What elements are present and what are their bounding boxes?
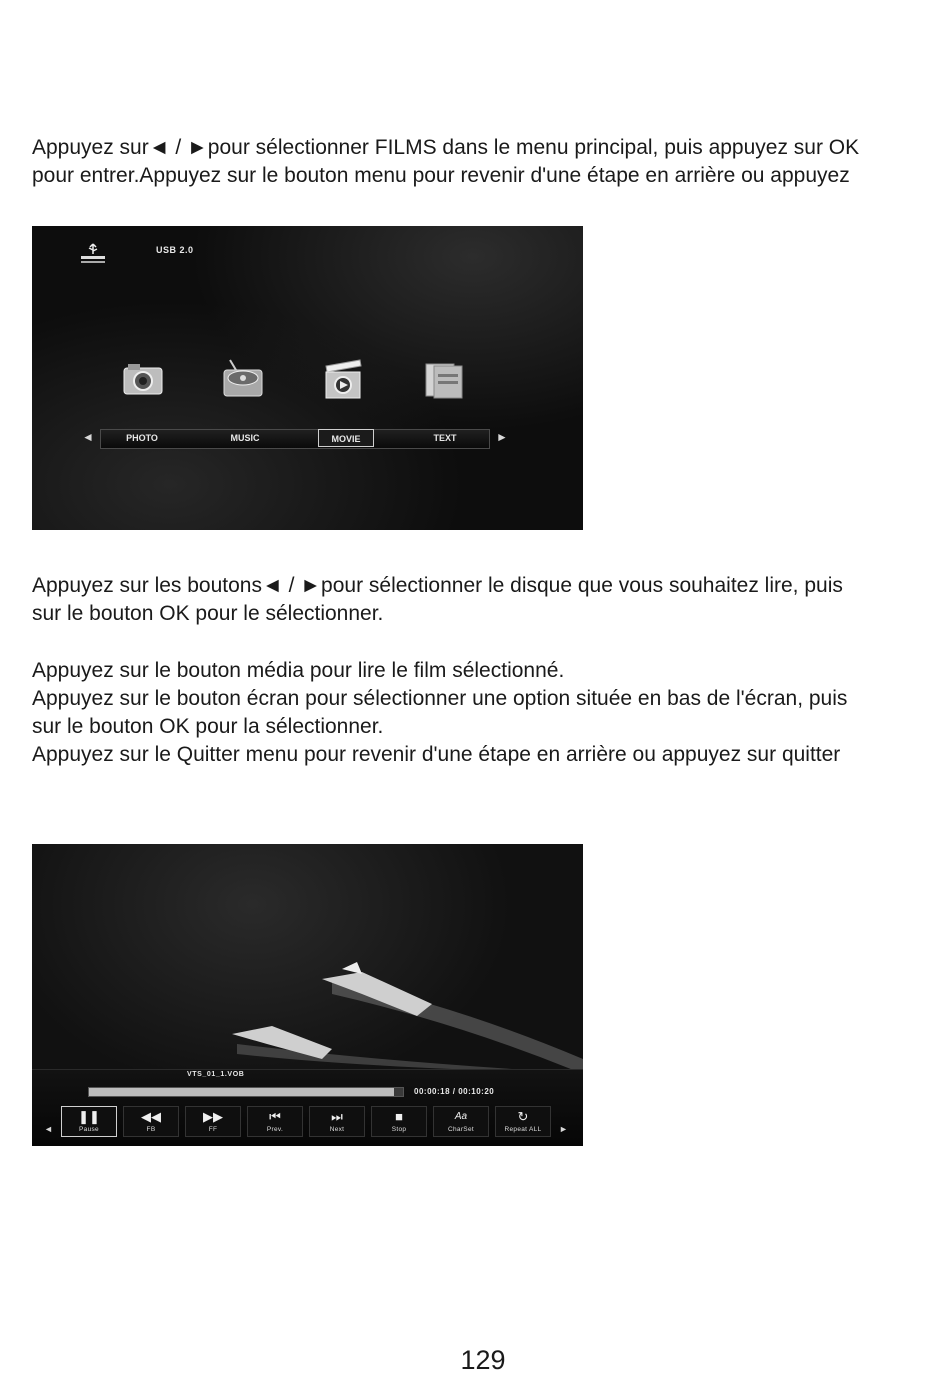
charset-button[interactable]: Aa CharSet <box>433 1106 489 1137</box>
music-player-icon <box>220 356 266 402</box>
pause-button[interactable]: ❚❚ Pause <box>61 1106 117 1137</box>
instruction-line: sur le bouton OK pour le sélectionner. <box>32 602 384 625</box>
menu-item-movie[interactable]: MOVIE <box>318 429 374 447</box>
fast-forward-icon: ▶▶ <box>203 1109 223 1124</box>
repeat-button[interactable]: ↻ Repeat ALL <box>495 1106 551 1137</box>
text-documents-icon <box>422 356 468 402</box>
menu-item-photo[interactable]: PHOTO <box>126 433 158 443</box>
instruction-line: Appuyez sur le Quitter menu pour revenir d'une étape en arrière ou appuyez sur quitter <box>32 743 841 766</box>
stop-button[interactable]: ■ Stop <box>371 1106 427 1137</box>
fast-backward-icon: ◀◀ <box>141 1109 161 1124</box>
next-button[interactable]: ⏭ Next <box>309 1106 365 1137</box>
movie-clapper-icon <box>320 356 366 402</box>
usb-icon <box>80 242 106 264</box>
video-frame-image <box>32 844 583 1069</box>
menu-item-text[interactable]: TEXT <box>433 433 457 443</box>
repeat-icon: ↻ <box>517 1109 529 1124</box>
pause-icon: ❚❚ <box>78 1109 100 1124</box>
fast-backward-button[interactable]: ◀◀ FB <box>123 1106 179 1137</box>
fast-forward-button[interactable]: ▶▶ FF <box>185 1106 241 1137</box>
instruction-line: pour entrer.Appuyez sur le bouton menu pour revenir d'une étape en arrière ou appuyez <box>32 164 850 187</box>
instruction-line: Appuyez sur◄ / ►pour sélectionner FILMS dans le menu principal, puis appuyez sur OK <box>32 136 860 159</box>
left-arrow-icon[interactable]: ◄ <box>44 1124 53 1134</box>
right-arrow-icon[interactable]: ► <box>559 1124 568 1134</box>
usb-label: USB 2.0 <box>156 245 194 255</box>
left-arrow-icon[interactable]: ◄ <box>82 430 94 444</box>
movie-playback-screenshot <box>32 844 583 1146</box>
instruction-line: Appuyez sur le bouton média pour lire le film sélectionné. <box>32 659 565 682</box>
progress-fill <box>89 1088 394 1096</box>
instruction-line: Appuyez sur les boutons◄ / ►pour sélectionner le disque que vous souhaitez lire, puis <box>32 574 843 597</box>
right-arrow-icon[interactable]: ► <box>496 430 508 444</box>
file-name: VTS_01_1.VOB <box>187 1071 245 1078</box>
main-menu-screenshot <box>32 226 583 530</box>
instruction-line: Appuyez sur le bouton écran pour sélectionner une option située en bas de l'écran, puis <box>32 687 848 710</box>
previous-button[interactable]: ⏮ Prev. <box>247 1106 303 1137</box>
page-number: 129 <box>460 1345 506 1375</box>
charset-icon: Aa <box>454 1111 468 1122</box>
camera-icon <box>120 356 166 402</box>
stop-icon: ■ <box>395 1109 403 1124</box>
menu-item-music[interactable]: MUSIC <box>230 433 260 443</box>
progress-bar[interactable] <box>88 1087 404 1097</box>
previous-icon: ⏮ <box>269 1109 281 1124</box>
instruction-line: sur le bouton OK pour la sélectionner. <box>32 715 384 738</box>
next-icon: ⏭ <box>331 1109 343 1124</box>
time-display: 00:00:18 / 00:10:20 <box>414 1087 495 1096</box>
